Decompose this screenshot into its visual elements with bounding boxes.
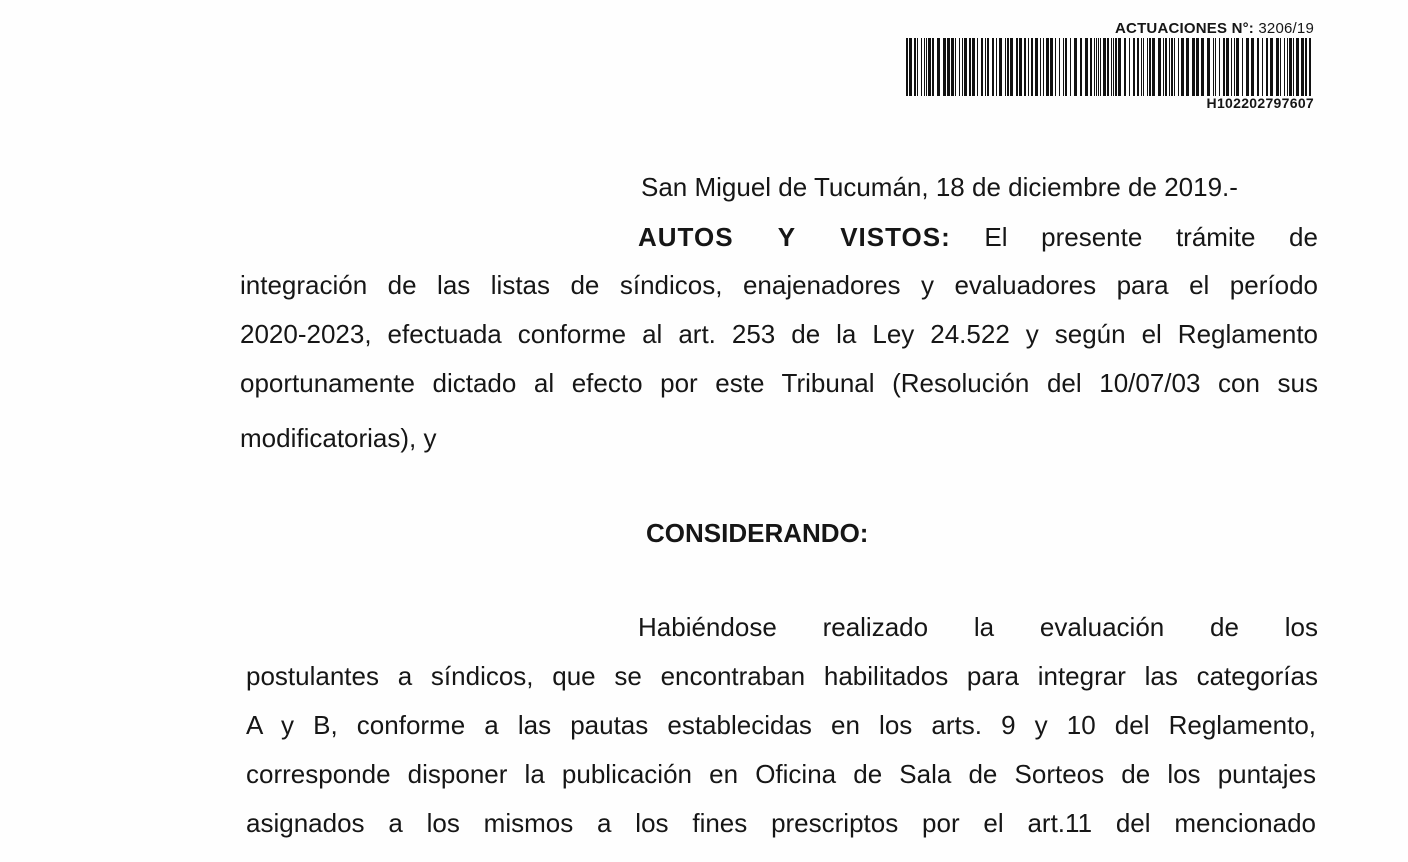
autos-line-0: El presente trámite de — [984, 222, 1318, 252]
autos-line-1: integración de las listas de síndicos, enajenadores y evaluadores para el período — [240, 270, 1318, 300]
considerando-heading: CONSIDERANDO: — [646, 518, 869, 548]
considerando-line-3: corresponde disponer la publicación en Oficina de Sala de Sorteos de los puntajes — [246, 759, 1316, 789]
considerando-line-0: Habiéndose realizado la evaluación de los — [638, 612, 1318, 642]
autos-line-4: modificatorias), y — [240, 423, 437, 453]
date-line: San Miguel de Tucumán, 18 de diciembre de 2019.- — [641, 172, 1238, 202]
actuaciones-number: 3206/19 — [1258, 20, 1314, 37]
considerando-line-2: A y B, conforme a las pautas establecidas en los arts. 9 y 10 del Reglamento, — [246, 710, 1316, 740]
considerando-line-1: postulantes a síndicos, que se encontraban habilitados para integrar las categorías — [246, 661, 1318, 691]
barcode-block — [904, 18, 1316, 114]
autos-heading: AUTOS Y VISTOS: — [638, 222, 951, 252]
autos-first-line — [638, 222, 1318, 252]
considerando-line-4: asignados a los mismos a los fines prescriptos por el art.11 del mencionado — [246, 808, 1316, 838]
actuaciones-label: ACTUACIONES N°: 3206/19 — [1115, 20, 1314, 37]
autos-line-3: oportunamente dictado al efecto por este Tribunal (Resolución del 10/07/03 con sus — [240, 368, 1318, 398]
barcode-image — [906, 38, 1316, 96]
barcode-code: H102202797607 — [1206, 95, 1314, 111]
autos-line-2: 2020-2023, efectuada conforme al art. 253 de la Ley 24.522 y según el Reglamento — [240, 319, 1318, 349]
